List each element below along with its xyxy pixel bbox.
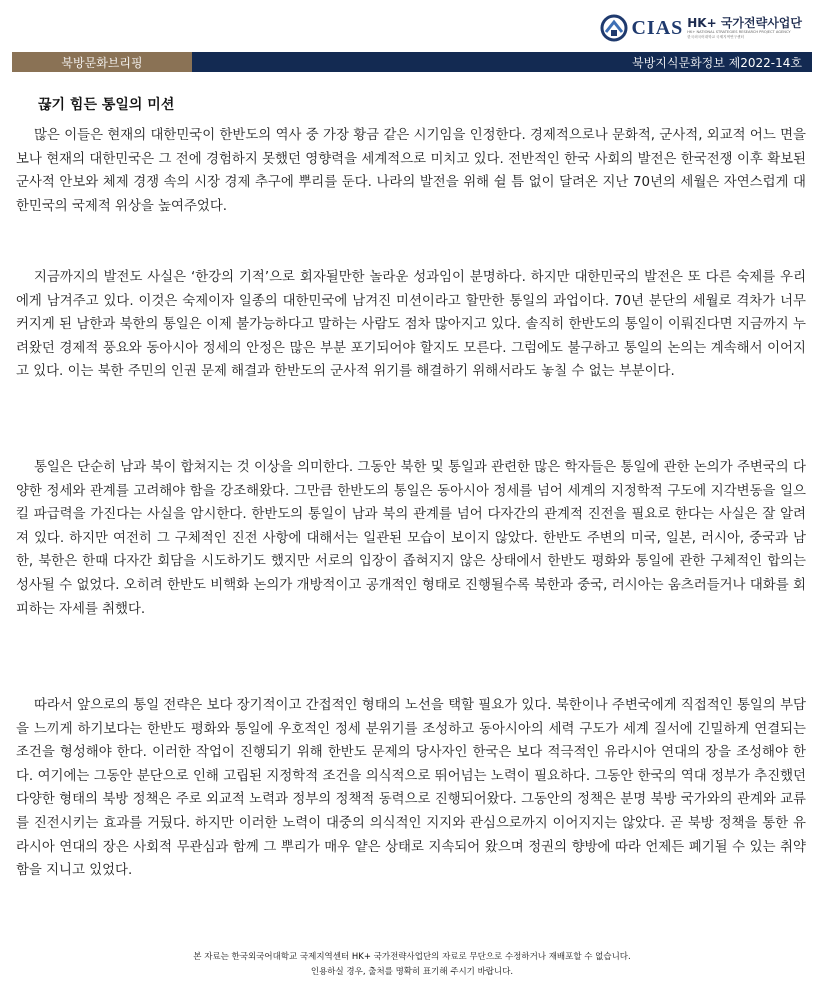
org-subtitle-en: HK+ NATIONAL STRATEGIES RESEARCH PROJECT AGENCY [687,29,791,34]
cias-logo [600,12,802,44]
logo-text: CIAS [631,16,684,39]
series-label: 북방문화브리핑 [12,52,192,72]
copyright-notice [0,950,824,980]
header-banner [12,52,812,72]
article-paragraph: 지금까지의 발전도 사실은 ‘한강의 기적’으로 회자될만한 놀라운 성과임이 분명하다. 하지만 대한민국의 발전은 또 다른 숙제를 우리에게 남겨주고 있다. 이것은 숙제이자 일종의 대한민국에 남겨진 미션이라고 할만한 통일의 과업이다. 70년 분단의 세월로 격차가 너무 커지게 된 남한과 북한의 통일은 이제 불가능하다고 말하는 사람도 점차 많아지고 있다. 솔직히 한반도의 통일이 이뤄진다면 지금까지 누려왔던 경제적 풍요와 동아시아 정세의 안정은 많은 부분 포기되어야 할지도 모른다. 그럼에도 불구하고 통일의 논의는 계속해서 이어지고 있다. 이는 북한 주민의 인권 문제 해결과 한반도의 군사적 위기를 해결하기 위해서라도 놓칠 수 없는 부분이다. [16,270,806,380]
cias-emblem-icon [600,14,628,42]
org-title: HK+ 국가전략사업단 [687,15,802,30]
issue-number: 북방지식문화정보 제2022-14호 [632,55,802,70]
org-subtitle-kr: 한국외국어대학교 국제지역연구센터 [687,34,744,39]
org-name-block [687,17,802,40]
copyright-line-2: 인용하실 경우, 출처를 명확히 표기해 주시기 바랍니다. [310,967,514,977]
copyright-line-1: 본 자료는 한국외국어대학교 국제지역센터 HK+ 국가전략사업단의 자료로 무단으로 수정하거나 재배포할 수 없습니다. [193,952,631,962]
article-title: 끊기 힘든 통일의 미션 [38,97,175,113]
article-paragraph: 따라서 앞으로의 통일 전략은 보다 장기적이고 간접적인 형태의 노선을 택할 필요가 있다. 북한이나 주변국에게 직접적인 통일의 부담을 느끼게 하기보다는 한반도 평화와 통일에 우호적인 정세 분위기를 조성하고 동아시아의 세력 구도가 세계 질서에 긴밀하게 연결되는 조건을 형성해야 한다. 이러한 작업이 진행되기 위해 한반도 문제의 당사자인 한국은 보다 적극적인 유라시아 연대의 장을 조성해야 한다. 여기에는 그동안 분단으로 인해 고립된 지정학적 조건을 의식적으로 뛰어넘는 노력이 필요하다. 그동안 한국의 역대 정부가 추진했던 다양한 형태의 북방 정책은 주로 외교적 노력과 정부의 정책적 동력으로 진행되어왔다. 그동안의 정책은 분명 북방 국가와의 관계와 교류를 진전시키는 효과를 거뒀다. 하지만 이러한 노력이 대중의 의식적인 지지와 관심으로까지 이어지지는 않았다. 곧 북방 정책을 통한 유라시아 연대의 장은 사회적 무관심과 함께 그 뿌리가 매우 얕은 상태로 지속되어 왔으며 정권의 향방에 따라 언제든 폐기될 수 있는 취약함을 지니고 있었다. [16,698,806,879]
article-paragraph: 많은 이들은 현재의 대한민국이 한반도의 역사 중 가장 황금 같은 시기임을 인정한다. 경제적으로나 문화적, 군사적, 외교적 어느 면을 보나 현재의 대한민국은 그 전에 경험하지 못했던 영향력을 세계적으로 미치고 있다. 전반적인 한국 사회의 발전은 한국전쟁 이후 확보된 군사적 안보와 체제 경쟁 속의 시장 경제 추구에 뿌리를 둔다. 나라의 발전을 위해 쉴 틈 없이 달려온 지난 70년의 세월은 자연스럽게 대한민국의 국제적 위상을 높여주었다. [16,128,806,214]
article-paragraph: 통일은 단순히 남과 북이 합쳐지는 것 이상을 의미한다. 그동안 북한 및 통일과 관련한 많은 학자들은 통일에 관한 논의가 주변국의 다양한 정세와 관계를 고려해야 함을 강조해왔다. 그만큼 한반도의 통일은 동아시아 정세를 넘어 세계의 지정학적 구도에 지각변동을 일으킬 파급력을 가진다는 사실을 암시한다. 한반도의 통일이 남과 북의 관계를 넘어 다자간의 관계적 진전을 필요로 한다는 사실은 잘 알려져 있다. 하지만 여전히 그 구체적인 진전 사항에 대해서는 일관된 모습이 보이지 않았다. 한반도 주변의 미국, 일본, 러시아, 중국과 남한, 북한은 한때 다자간 회담을 시도하기도 했지만 서로의 입장이 좁혀지지 않은 상태에서 한반도 평화와 통일에 관한 구체적인 합의는 성사될 수 없었다. 오히려 한반도 비핵화 논의가 개방적이고 공개적인 형태로 진행될수록 북한과 중국, 러시아는 움츠러들거나 대화를 회피하는 자세를 취했다. [16,460,806,617]
